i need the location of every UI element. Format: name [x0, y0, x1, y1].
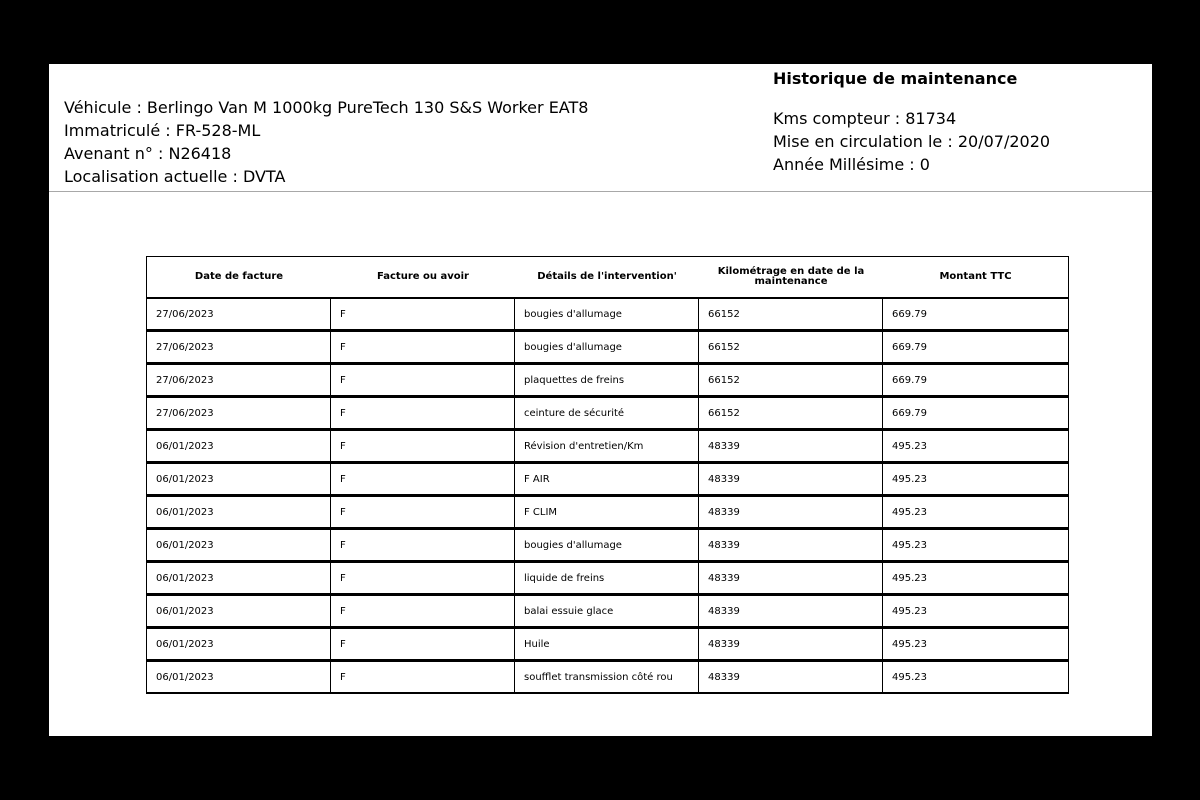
table-row	[147, 429, 1068, 462]
cell-mileage: 48339	[699, 528, 883, 561]
cell-intervention-details: bougies d'allumage	[515, 299, 699, 330]
cell-invoice-date: 06/01/2023	[147, 561, 331, 594]
odometer-reading: Kms compteur : 81734	[773, 109, 957, 128]
column-header-amount: Montant TTC	[883, 257, 1068, 299]
vehicle-info	[64, 96, 588, 188]
cell-intervention-details: ceinture de sécurité	[515, 396, 699, 429]
cell-invoice-date: 27/06/2023	[147, 299, 331, 330]
table-row	[147, 363, 1068, 396]
table-row	[147, 561, 1068, 594]
cell-invoice-type: F	[331, 363, 515, 396]
cell-invoice-date: 06/01/2023	[147, 594, 331, 627]
column-header-invoice-date: Date de facture	[147, 257, 331, 299]
cell-mileage: 66152	[699, 299, 883, 330]
table-row	[147, 627, 1068, 660]
vehicle-plate: Immatriculé : FR-528-ML	[64, 121, 261, 140]
cell-invoice-type: F	[331, 495, 515, 528]
cell-intervention-details: F AIR	[515, 462, 699, 495]
table-row	[147, 660, 1068, 693]
report-title: Historique de maintenance	[773, 69, 1018, 88]
table-body	[147, 299, 1068, 693]
cell-invoice-type: F	[331, 594, 515, 627]
cell-mileage: 66152	[699, 330, 883, 363]
cell-mileage: 48339	[699, 429, 883, 462]
cell-amount: 669.79	[883, 396, 1068, 429]
cell-invoice-date: 27/06/2023	[147, 330, 331, 363]
vehicle-model: Véhicule : Berlingo Van M 1000kg PureTech 130 S&S Worker EAT8	[64, 98, 589, 117]
cell-invoice-date: 27/06/2023	[147, 396, 331, 429]
cell-invoice-date: 06/01/2023	[147, 660, 331, 693]
cell-intervention-details: bougies d'allumage	[515, 330, 699, 363]
cell-invoice-type: F	[331, 330, 515, 363]
column-header-invoice-type: Facture ou avoir	[331, 257, 515, 299]
table-row	[147, 495, 1068, 528]
cell-invoice-type: F	[331, 429, 515, 462]
table-row	[147, 462, 1068, 495]
maintenance-table	[146, 256, 1069, 694]
cell-invoice-type: F	[331, 462, 515, 495]
cell-amount: 495.23	[883, 660, 1068, 693]
table-row	[147, 330, 1068, 363]
table-header-row	[147, 257, 1068, 299]
cell-invoice-date: 06/01/2023	[147, 627, 331, 660]
cell-amount: 669.79	[883, 299, 1068, 330]
table-row	[147, 594, 1068, 627]
cell-mileage: 48339	[699, 561, 883, 594]
cell-amount: 495.23	[883, 627, 1068, 660]
cell-mileage: 48339	[699, 462, 883, 495]
cell-invoice-date: 06/01/2023	[147, 495, 331, 528]
cell-mileage: 48339	[699, 660, 883, 693]
cell-amount: 495.23	[883, 495, 1068, 528]
cell-intervention-details: balai essuie glace	[515, 594, 699, 627]
cell-invoice-date: 27/06/2023	[147, 363, 331, 396]
model-year: Année Millésime : 0	[773, 155, 930, 174]
cell-invoice-type: F	[331, 627, 515, 660]
column-header-intervention-details: Détails de l'intervention'	[515, 257, 699, 299]
cell-intervention-details: plaquettes de freins	[515, 363, 699, 396]
cell-amount: 495.23	[883, 561, 1068, 594]
cell-intervention-details: Huile	[515, 627, 699, 660]
table-row	[147, 396, 1068, 429]
current-location: Localisation actuelle : DVTA	[64, 167, 286, 186]
cell-mileage: 66152	[699, 363, 883, 396]
cell-intervention-details: bougies d'allumage	[515, 528, 699, 561]
cell-mileage: 48339	[699, 627, 883, 660]
cell-intervention-details: Révision d'entretien/Km	[515, 429, 699, 462]
cell-intervention-details: soufflet transmission côté rou	[515, 660, 699, 693]
cell-amount: 495.23	[883, 429, 1068, 462]
cell-mileage: 48339	[699, 495, 883, 528]
cell-invoice-type: F	[331, 528, 515, 561]
cell-amount: 495.23	[883, 594, 1068, 627]
cell-mileage: 48339	[699, 594, 883, 627]
document-page	[49, 64, 1152, 736]
cell-invoice-type: F	[331, 561, 515, 594]
counter-info	[773, 107, 1050, 176]
cell-invoice-type: F	[331, 660, 515, 693]
cell-invoice-type: F	[331, 396, 515, 429]
contract-amendment: Avenant n° : N26418	[64, 144, 232, 163]
maintenance-table-container	[146, 256, 1067, 694]
cell-intervention-details: liquide de freins	[515, 561, 699, 594]
cell-invoice-date: 06/01/2023	[147, 429, 331, 462]
cell-invoice-date: 06/01/2023	[147, 462, 331, 495]
table-row	[147, 528, 1068, 561]
cell-amount: 669.79	[883, 363, 1068, 396]
registration-date: Mise en circulation le : 20/07/2020	[773, 132, 1051, 151]
cell-invoice-date: 06/01/2023	[147, 528, 331, 561]
cell-amount: 495.23	[883, 528, 1068, 561]
cell-intervention-details: F CLIM	[515, 495, 699, 528]
document-header	[49, 64, 1152, 192]
cell-amount: 495.23	[883, 462, 1068, 495]
cell-invoice-type: F	[331, 299, 515, 330]
cell-mileage: 66152	[699, 396, 883, 429]
table-row	[147, 299, 1068, 330]
column-header-mileage: Kilométrage en date de la maintenance	[699, 257, 883, 299]
cell-amount: 669.79	[883, 330, 1068, 363]
